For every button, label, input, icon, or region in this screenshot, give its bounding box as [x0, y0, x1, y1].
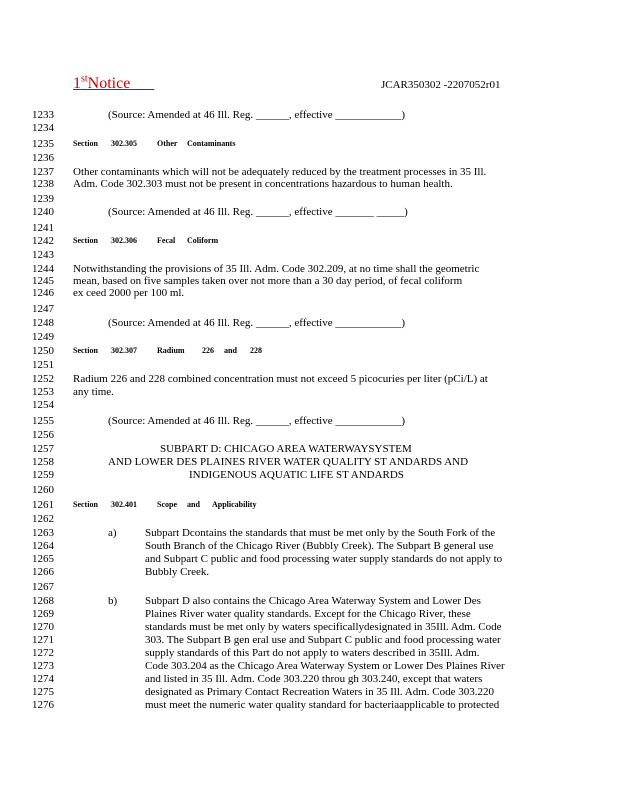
section-title-word: Other: [157, 139, 178, 148]
line-number: 1254: [32, 399, 54, 411]
section-label: Section: [73, 139, 98, 148]
source-note: (Source: Amended at 46 Ill. Reg. ______, effective _______ _____): [108, 206, 408, 218]
line-number: 1233: [32, 109, 54, 121]
paragraph-line: any time.: [73, 386, 114, 398]
section-title-word: and: [187, 500, 200, 509]
line-number: 1272: [32, 647, 54, 659]
subpart-heading-line: INDIGENOUS AQUATIC LIFE ST ANDARDS: [189, 469, 404, 481]
item-label-a: a): [108, 527, 117, 539]
line-number: 1247: [32, 303, 54, 315]
line-number: 1257: [32, 443, 54, 455]
section-number: 302.305: [111, 139, 137, 148]
line-number: 1253: [32, 386, 54, 398]
section-heading-302-305: [73, 138, 235, 150]
line-number: 1260: [32, 484, 54, 496]
line-number: 1265: [32, 553, 54, 565]
section-heading-302-306: [73, 235, 218, 247]
section-title-word: and: [224, 346, 237, 355]
line-number: 1274: [32, 673, 54, 685]
section-heading-302-307: [73, 345, 262, 357]
paragraph-line: Radium 226 and 228 combined concentration must not exceed 5 picocuries per liter (pCi/L) at: [73, 373, 488, 385]
section-number: 302.307: [111, 346, 137, 355]
line-number: 1269: [32, 608, 54, 620]
line-number: 1235: [32, 138, 54, 150]
line-number: 1248: [32, 317, 54, 329]
line-number: 1261: [32, 499, 54, 511]
source-note: (Source: Amended at 46 Ill. Reg. ______, effective ____________): [108, 415, 406, 427]
line-number: 1276: [32, 699, 54, 711]
line-number: 1275: [32, 686, 54, 698]
section-number: 302.401: [111, 500, 137, 509]
line-number: 1236: [32, 152, 54, 164]
line-number: 1234: [32, 122, 54, 134]
line-number: 1239: [32, 193, 54, 205]
line-number: 1258: [32, 456, 54, 468]
subpart-heading-line: SUBPART D: CHICAGO AREA WATERWAYSYSTEM: [160, 443, 412, 455]
section-title-word: Scope: [157, 500, 177, 509]
line-number: 1252: [32, 373, 54, 385]
section-heading-302-401: [73, 499, 256, 511]
line-number: 1240: [32, 206, 54, 218]
line-number: 1245: [32, 275, 54, 287]
section-title-word: Radium: [157, 346, 185, 355]
item-b-line: Plaines River water quality standards. Except for the Chicago River, these: [145, 608, 471, 620]
section-title-word: Fecal: [157, 236, 176, 245]
line-number: 1238: [32, 178, 54, 190]
line-number: 1250: [32, 345, 54, 357]
item-b-line: Subpart D also contains the Chicago Area Waterway System and Lower Des: [145, 595, 481, 607]
notice-superscript: st: [81, 73, 88, 85]
line-number: 1251: [32, 359, 54, 371]
line-number: 1271: [32, 634, 54, 646]
line-number: 1259: [32, 469, 54, 481]
line-number: 1244: [32, 263, 54, 275]
line-number: 1267: [32, 581, 54, 593]
line-number: 1263: [32, 527, 54, 539]
paragraph-line: ex ceed 2000 per 100 ml.: [73, 287, 185, 299]
item-b-line: 303. The Subpart B gen eral use and Subpart C public and food processing water: [145, 634, 501, 646]
item-a-line: Bubbly Creek.: [145, 566, 210, 578]
notice-title: [73, 75, 154, 93]
item-b-line: supply standards of this Part do not apply to waters described in 35Ill. Adm.: [145, 647, 480, 659]
source-note: (Source: Amended at 46 Ill. Reg. ______, effective ____________): [108, 317, 406, 329]
line-number: 1256: [32, 429, 54, 441]
section-title-word: Contaminants: [187, 139, 236, 148]
section-label: Section: [73, 500, 98, 509]
line-number: 1255: [32, 415, 54, 427]
line-number: 1266: [32, 566, 54, 578]
line-number: 1268: [32, 595, 54, 607]
item-label-b: b): [108, 595, 118, 607]
line-number: 1242: [32, 235, 54, 247]
paragraph-line: mean, based on five samples taken over not more than a 30 day period, of fecal coliform: [73, 275, 463, 287]
subpart-heading-line: AND LOWER DES PLAINES RIVER WATER QUALITY ST ANDARDS AND: [108, 456, 469, 468]
line-number: 1237: [32, 166, 54, 178]
item-a-line: Subpart Dcontains the standards that must be met only by the South Fork of the: [145, 527, 496, 539]
section-number: 302.306: [111, 236, 137, 245]
item-a-line: South Branch of the Chicago River (Bubbly Creek). The Subpart B general use: [145, 540, 494, 552]
paragraph-line: Adm. Code 302.303 must not be present in concentrations hazardous to human health.: [73, 178, 453, 190]
source-note: (Source: Amended at 46 Ill. Reg. ______, effective ____________): [108, 109, 406, 121]
item-b-line: Code 303.204 as the Chicago Area Waterway System or Lower Des Plaines River: [145, 660, 505, 672]
line-number: 1273: [32, 660, 54, 672]
line-number: 1243: [32, 249, 54, 261]
paragraph-line: Notwithstanding the provisions of 35 Ill. Adm. Code 302.209, at no time shall the geometric: [73, 263, 480, 275]
section-title-word: 226: [202, 346, 214, 355]
item-a-line: and Subpart C public and food processing water supply standards do not apply to: [145, 553, 503, 565]
section-title-word: Coliform: [187, 236, 219, 245]
section-label: Section: [73, 346, 98, 355]
item-b-line: must meet the numeric water quality standard for bacteriaapplicable to protected: [145, 699, 500, 711]
section-title-word: 228: [250, 346, 262, 355]
line-number: 1241: [32, 222, 54, 234]
item-b-line: designated as Primary Contact Recreation Waters in 35 Ill. Adm. Code 303.220: [145, 686, 495, 698]
section-label: Section: [73, 236, 98, 245]
item-b-line: standards must be met only by waters specificallydesignated in 35Ill. Adm. Code: [145, 621, 502, 633]
section-title-word: Applicability: [212, 500, 257, 509]
line-number: 1262: [32, 513, 54, 525]
line-number: 1270: [32, 621, 54, 633]
notice-number: 1: [73, 75, 81, 92]
notice-word: Notice: [87, 75, 131, 92]
line-number: 1249: [32, 331, 54, 343]
line-number: 1246: [32, 287, 54, 299]
paragraph-line: Other contaminants which will not be adequately reduced by the treatment processes in 35 Ill.: [73, 166, 487, 178]
line-number: 1264: [32, 540, 54, 552]
document-code: JCAR350302 -2207052r01: [381, 79, 501, 91]
item-b-line: and listed in 35 Ill. Adm. Code 303.220 throu gh 303.240, except that waters: [145, 673, 483, 685]
